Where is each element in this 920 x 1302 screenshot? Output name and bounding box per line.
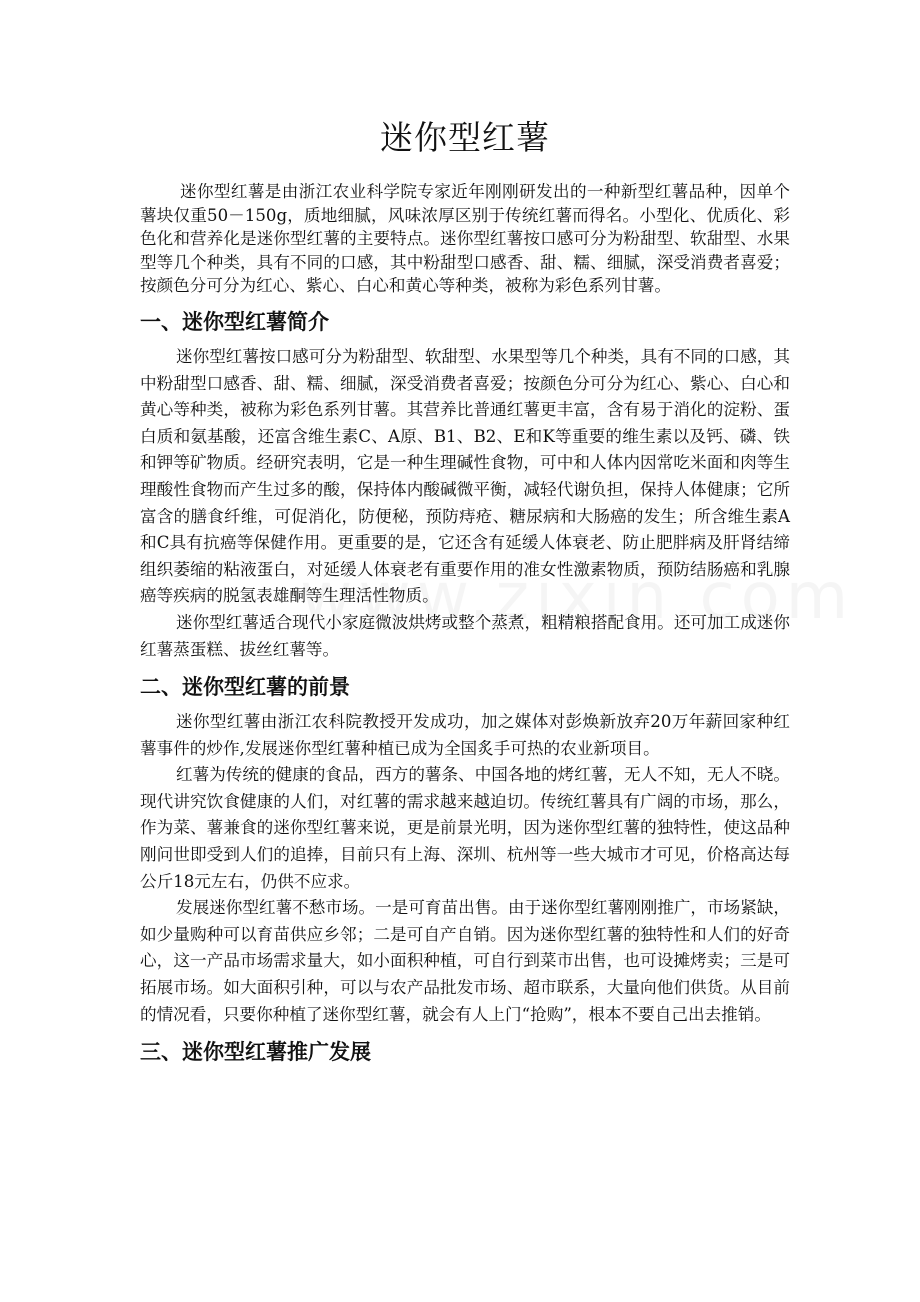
section-1	[140, 308, 790, 663]
paragraph: 迷你型红薯适合现代小家庭微波烘烤或整个蒸煮，粗精粮搭配食用。还可加工成迷你红薯蒸蛋糕、拔丝红薯等。	[140, 612, 790, 659]
document-page	[140, 0, 790, 1074]
section-heading: 三、迷你型红薯推广发展	[140, 1040, 371, 1065]
document-title: 迷你型红薯	[380, 118, 550, 157]
section-heading: 一、迷你型红薯简介	[140, 309, 329, 334]
paragraph: 迷你型红薯按口感可分为粉甜型、软甜型、水果型等几个种类，具有不同的口感，其中粉甜型口感香、甜、糯、细腻，深受消费者喜爱；按颜色分可分为红心、紫心、白心和黄心等种类，被称为彩色系列甘薯。其营养比普通红薯更丰富，含有易于消化的淀粉、蛋白质和氨基酸，还富含维生素C、A原、B1、B2、E和K等重要的维生素以及钙、磷、铁和钾等矿物质。经研究表明，它是一种生理碱性食物，可中和人体内因常吃米面和肉等生理酸性食物而产生过多的酸，保持体内酸碱微平衡，减轻代谢负担，保持人体健康；它所富含的膳食纤维，可促消化，防便秘，预防痔疮、糖尿病和大肠癌的发生；所含维生素A和C具有抗癌等保健作用。更重要的是，它还含有延缓人体衰老、防止肥胖病及肝肾结缔组织萎缩的粘液蛋白，对延缓人体衰老有重要作用的准女性激素物质，预防结肠癌和乳腺癌等疾病的脱氢表雄酮等生理活性物质。	[140, 346, 790, 606]
section-heading: 二、迷你型红薯的前景	[140, 675, 350, 700]
paragraph: 发展迷你型红薯不愁市场。一是可育苗出售。由于迷你型红薯刚刚推广，市场紧缺，如少量购种可以育苗供应乡邻；二是可自产自销。因为迷你型红薯的独特性和人们的好奇心，这一产品市场需求量大，如小面积种植，可自行到菜市出售，也可设摊烤卖；三是可拓展市场。如大面积引种，可以与农产品批发市场、超市联系，大量向他们供货。从目前的情况看，只要你种植了迷你型红薯，就会有人上门“抢购”，根本不要自己出去推销。	[140, 898, 790, 1024]
section-2	[140, 673, 790, 1028]
paragraph: 红薯为传统的健康的食品，西方的薯条、中国各地的烤红薯，无人不知，无人不晓。现代讲究饮食健康的人们，对红薯的需求越来越迫切。传统红薯具有广阔的市场，那么，作为菜、薯兼食的迷你型红薯来说，更是前景光明，因为迷你型红薯的独特性，使这品种刚问世即受到人们的追捧，目前只有上海、深圳、杭州等一些大城市才可见，价格高达每公斤18元左右，仍供不应求。	[140, 765, 790, 891]
intro-paragraph: 迷你型红薯是由浙江农业科学院专家近年刚刚研发出的一种新型红薯品种，因单个薯块仅重50－150g，质地细腻，风味浓厚区别于传统红薯而得名。小型化、优质化、彩色化和营养化是迷你型红薯的主要特点。迷你型红薯按口感可分为粉甜型、软甜型、水果型等几个种类，具有不同的口感，其中粉甜型口感香、甜、糯、细腻，深受消费者喜爱；按颜色分可分为红心、紫心、白心和黄心等种类，被称为彩色系列甘薯。	[140, 182, 790, 296]
paragraph: 迷你型红薯由浙江农科院教授开发成功，加之媒体对彭焕新放弃20万年薪回家种红薯事件的炒作,发展迷你型红薯种植已成为全国炙手可热的农业新项目。	[140, 712, 790, 758]
section-3	[140, 1038, 790, 1066]
